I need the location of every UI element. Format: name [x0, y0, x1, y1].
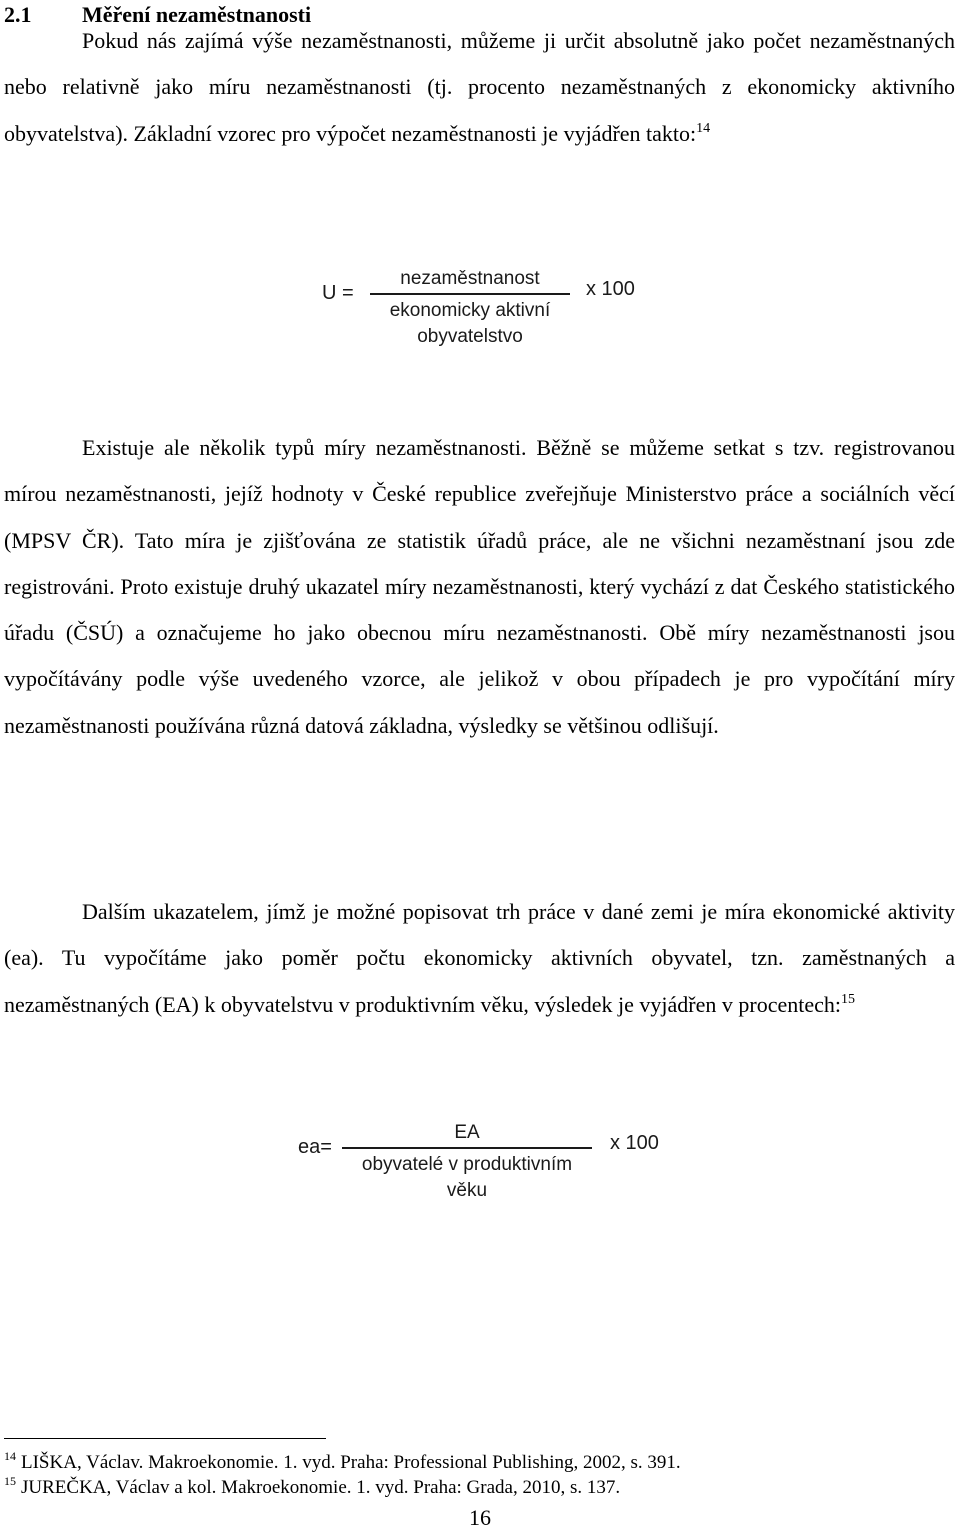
formula-fraction — [370, 266, 570, 350]
footnote-ref-15: 15 — [840, 991, 855, 1007]
page-number: 16 — [469, 1505, 491, 1530]
unemployment-formula — [322, 266, 652, 356]
paragraph-intro-text: Pokud nás zajímá výše nezaměstnanosti, můžeme ji určit absolutně jako počet nezaměstnaných nebo relativně jako míru nezaměstnanosti (tj. procento nezaměstnaných z ekonomicky aktivního obyvatelstva). Základní vzorec pro výpočet nezaměstnanosti je vyjádřen takto: — [4, 28, 955, 146]
formula-denominator: ekonomicky aktivní obyvatelstvo — [389, 300, 551, 347]
footnote-14-text: LIŠKA, Václav. Makroekonomie. 1. vyd. Praha: Professional Publishing, 2002, s. 391. — [21, 1452, 681, 1473]
formula-numerator: nezaměstnanost — [400, 268, 540, 289]
footnote-mark-15: 15 — [4, 1474, 16, 1488]
activity-formula — [298, 1120, 668, 1210]
footnote-separator — [4, 1438, 326, 1439]
paragraph-types-text: Existuje ale několik typů míry nezaměstnanosti. Běžně se můžeme setkat s tzv. registrovanou mírou nezaměstnanosti, jejíž hodnoty v České republice zveřejňuje Ministerstvo práce a sociálních věcí (MPSV ČR). Tato míra je zjišťována ze statistik úřadů práce, ale ne všichni nezaměstnaní jsou zde registrováni. Proto existuje druhý ukazatel míry nezaměstnanosti, který vychází z dat Českého statistického úřadu (ČSÚ) a označujeme ho jako obecnou míru nezaměstnanosti. Obě míry nezaměstnanosti jsou vypočítávány podle výše uvedeného vzorce, ale jelikož v obou případech je pro vypočítání míry nezaměstnanosti používána různá datová základna, výsledky se většinou odlišují. — [4, 435, 955, 738]
paragraph-activity-text: Dalším ukazatelem, jímž je možné popisovat trh práce v dané zemi je míra ekonomické aktivity (ea). Tu vypočítáme jako poměr počtu ekonomicky aktivních obyvatel, tzn. zaměstnaných a nezaměstnaných (EA) k obyvatelstvu v produktivním věku, výsledek je vyjádřen v procentech: — [4, 899, 955, 1017]
footnote-mark-14: 14 — [4, 1449, 16, 1463]
formula-fraction — [342, 1120, 592, 1204]
fraction-bar — [342, 1147, 592, 1149]
formula-multiplier: x 100 — [586, 278, 635, 300]
footnote-15 — [4, 1474, 621, 1499]
footnote-ref-14: 14 — [696, 120, 711, 136]
formula-denominator: obyvatelé v produktivním věku — [361, 1154, 573, 1201]
paragraph-intro — [4, 18, 955, 157]
formula-multiplier: x 100 — [610, 1132, 659, 1154]
paragraph-types — [4, 425, 955, 749]
footnote-14 — [4, 1449, 681, 1474]
formula-lhs: U = — [322, 282, 354, 304]
footnote-15-text: JUREČKA, Václav a kol. Makroekonomie. 1. vyd. Praha: Grada, 2010, s. 137. — [21, 1477, 621, 1498]
fraction-bar — [370, 293, 570, 295]
section-title: Měření nezaměstnanosti — [82, 2, 312, 27]
formula-lhs: ea= — [298, 1136, 332, 1158]
paragraph-activity — [4, 889, 955, 1028]
formula-numerator: EA — [454, 1122, 480, 1143]
section-number: 2.1 — [4, 2, 32, 27]
